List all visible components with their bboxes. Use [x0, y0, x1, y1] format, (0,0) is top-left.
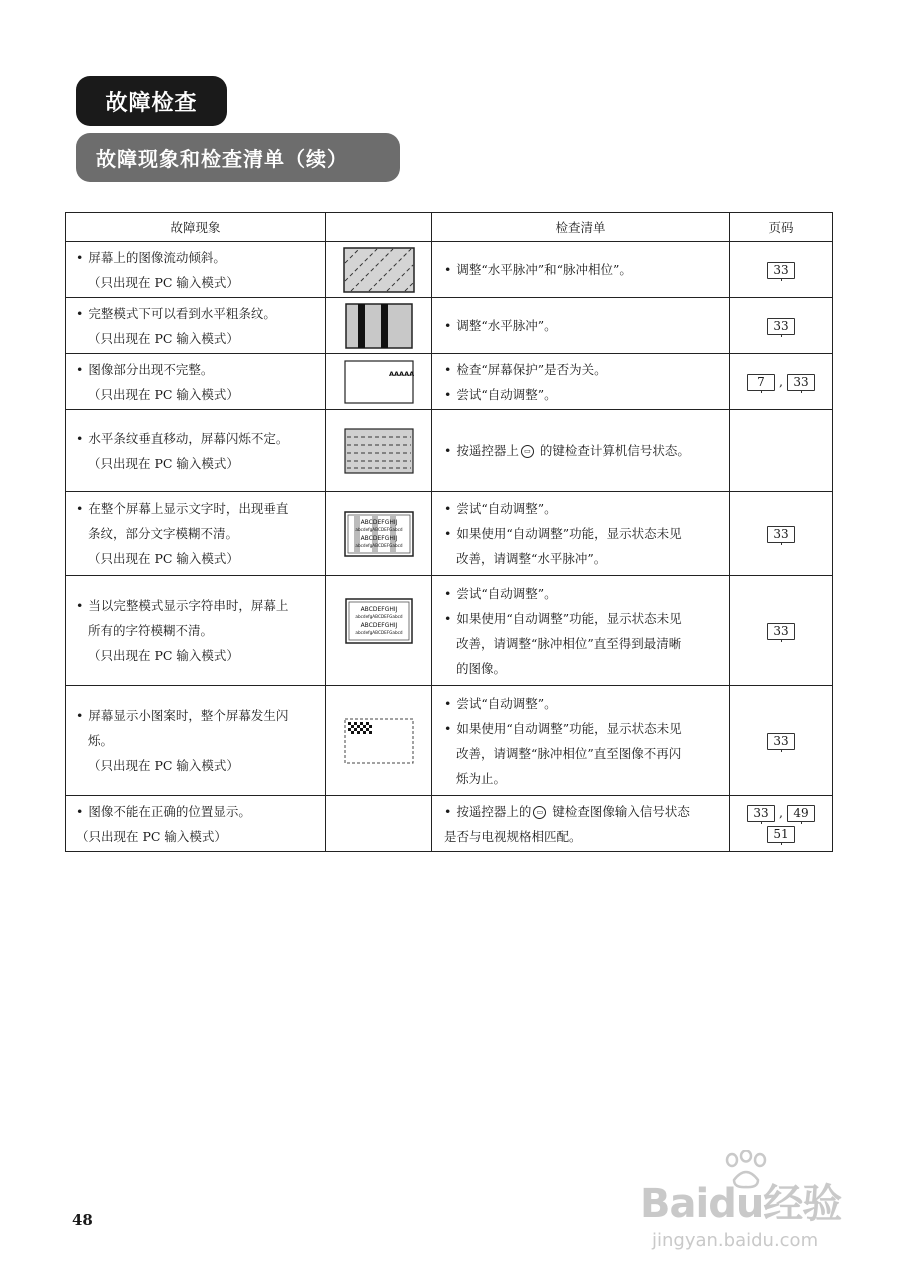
- column-header-page: 页码: [730, 213, 833, 242]
- table-row: [66, 796, 833, 852]
- check-item-cont: 的图像。: [456, 660, 507, 676]
- table-row: [66, 354, 833, 410]
- checklist-cell: [432, 492, 730, 576]
- illustration-cell: [326, 492, 432, 576]
- symptom-text: • 图像不能在正确的位置显示。: [76, 799, 317, 824]
- monitor-button-icon: ▭: [521, 445, 534, 458]
- column-header-illustration: [326, 213, 432, 242]
- check-item: 按遥控器上的: [456, 803, 532, 819]
- checklist-cell: [432, 410, 730, 492]
- check-item-cont: 烁为止。: [456, 770, 507, 786]
- symptom-text: • 水平条纹垂直移动，屏幕闪烁不定。: [76, 426, 317, 451]
- symptom-note: （只出现在 PC 输入模式）: [88, 330, 239, 346]
- symptom-note: （只出现在 PC 输入模式）: [76, 828, 227, 844]
- symptom-text: • 图像部分出现不完整。: [76, 357, 317, 382]
- check-item: • 调整“水平脉冲”。: [444, 313, 723, 338]
- symptom-text: • 屏幕显示小图案时，整个屏幕发生闪: [76, 703, 317, 728]
- page-ref-cell: [730, 576, 833, 686]
- section-subtitle-badge: [76, 133, 400, 182]
- table-row: [66, 298, 833, 354]
- blurry-text-illustration: [345, 598, 413, 644]
- page-ref-book-icon[interactable]: 33: [767, 526, 795, 543]
- text-stripes-illustration: [344, 511, 414, 557]
- page-ref-book-icon[interactable]: 51: [767, 826, 795, 843]
- symptom-note: （只出现在 PC 输入模式）: [88, 274, 239, 290]
- check-item: • 尝试“自动调整”。: [444, 691, 723, 716]
- symptom-cell: [66, 354, 326, 410]
- monitor-button-icon: ▭: [533, 806, 546, 819]
- check-item-cont: 是否与电视规格相匹配。: [444, 828, 582, 844]
- check-item: • 如果使用“自动调整”功能，显示状态未见: [444, 716, 723, 741]
- symptom-note: （只出现在 PC 输入模式）: [88, 455, 239, 471]
- checklist-cell: [432, 576, 730, 686]
- table-row: [66, 242, 833, 298]
- check-item-suffix: 键检查图像输入信号状态: [548, 803, 690, 819]
- blurry-text-line: abcdefgABCDEFGabcd: [354, 630, 403, 635]
- check-item: • 尝试“自动调整”。: [444, 382, 723, 407]
- section-title-badge: [76, 76, 227, 126]
- symptom-note: （只出现在 PC 输入模式）: [88, 758, 239, 773]
- symptom-note: （只出现在 PC 输入模式）: [88, 648, 239, 663]
- illustration-cell: [326, 242, 432, 298]
- symptom-cell: [66, 796, 326, 852]
- check-item: • 尝试“自动调整”。: [444, 581, 723, 606]
- symptom-text-cont: 所有的字符模糊不清。: [88, 623, 214, 638]
- diagonal-lines-illustration: [343, 247, 415, 293]
- page-ref-cell: 7 , 33: [730, 354, 833, 410]
- symptom-cell: [66, 410, 326, 492]
- page-ref-cell: [730, 242, 833, 298]
- page-ref-book-icon[interactable]: 33: [767, 318, 795, 335]
- illustration-cell: [326, 298, 432, 354]
- stripe-text-line: ABCDEFGHIJ: [360, 518, 397, 526]
- stripe-text-line: ABCDEFGHIJ: [360, 534, 397, 542]
- page-ref-cell: 33 , 49 51: [730, 796, 833, 852]
- blurry-text-line: ABCDEFGHIJ: [360, 622, 397, 629]
- checklist-cell: [432, 242, 730, 298]
- page-ref-cell: [730, 298, 833, 354]
- page-ref-book-icon[interactable]: 33: [767, 623, 795, 640]
- symptom-cell: [66, 492, 326, 576]
- symptom-text: • 在整个屏幕上显示文字时，出现垂直: [76, 496, 317, 521]
- check-item: • 如果使用“自动调整”功能，显示状态未见: [444, 606, 723, 631]
- checklist-cell: [432, 686, 730, 796]
- symptom-text-cont: 烁。: [88, 733, 114, 748]
- partial-image-illustration: [344, 360, 414, 404]
- page-number: 48: [72, 1211, 93, 1229]
- symptom-cell: [66, 686, 326, 796]
- baidu-watermark: [640, 1150, 860, 1260]
- page-ref-book-icon[interactable]: 49: [787, 805, 815, 822]
- blurry-text-line: ABCDEFGHIJ: [360, 606, 397, 613]
- check-item: • 尝试“自动调整”。: [444, 496, 723, 521]
- table-row: [66, 410, 833, 492]
- stripe-text-line: abcdefgABCDEFGabcd: [354, 542, 403, 548]
- page-ref-cell: [730, 686, 833, 796]
- symptom-note: （只出现在 PC 输入模式）: [88, 551, 239, 566]
- check-item-cont: 改善，请调整“水平脉冲”。: [456, 551, 607, 566]
- page-ref-book-icon[interactable]: 33: [787, 374, 815, 391]
- table-header-row: [66, 213, 833, 242]
- checker-pattern-illustration: [344, 718, 414, 764]
- page-ref-cell: [730, 410, 833, 492]
- illustration-cell: [326, 796, 432, 852]
- column-header-checklist: 检查清单: [432, 213, 730, 242]
- check-item-cont: 改善，请调整“脉冲相位”直至图像不再闪: [456, 745, 682, 761]
- illustration-cell: [326, 686, 432, 796]
- watermark-brand: Baidu经验: [640, 1181, 842, 1227]
- symptom-text: • 完整模式下可以看到水平粗条纹。: [76, 301, 317, 326]
- check-item: • 调整“水平脉冲”和“脉冲相位”。: [444, 257, 723, 282]
- troubleshooting-table: [65, 212, 833, 852]
- checklist-cell: [432, 796, 730, 852]
- thick-bars-illustration: [345, 303, 413, 349]
- page-ref-book-icon[interactable]: 33: [767, 262, 795, 279]
- page-ref-book-icon[interactable]: 33: [767, 733, 795, 750]
- checklist-cell: [432, 298, 730, 354]
- horizontal-dashed-lines-illustration: [344, 428, 414, 474]
- check-item: • 如果使用“自动调整”功能，显示状态未见: [444, 521, 723, 546]
- check-item: 按遥控器上: [456, 443, 519, 458]
- table-row: [66, 576, 833, 686]
- symptom-text: • 屏幕上的图像流动倾斜。: [76, 245, 317, 270]
- page-ref-cell: [730, 492, 833, 576]
- page-ref-book-icon[interactable]: 7: [747, 374, 775, 391]
- check-item-suffix: 的键检查计算机信号状态。: [535, 443, 690, 458]
- stripe-text-line: abcdefgABCDEFGabcd: [354, 526, 403, 532]
- section-subtitle: 故障现象和检查清单（续）: [96, 147, 348, 171]
- column-header-symptom: 故障现象: [66, 213, 326, 242]
- symptom-text-cont: 条纹，部分文字模糊不清。: [88, 526, 239, 541]
- illustration-cell: [326, 576, 432, 686]
- symptom-text: • 当以完整模式显示字符串时，屏幕上: [76, 593, 317, 618]
- partial-image-text: AAAAA: [388, 369, 414, 378]
- illustration-cell: [326, 354, 432, 410]
- illustration-cell: [326, 410, 432, 492]
- check-item: • 检查“屏幕保护”是否为关。: [444, 357, 723, 382]
- checklist-cell: [432, 354, 730, 410]
- section-title: 故障检查: [105, 90, 198, 116]
- check-item-cont: 改善，请调整“脉冲相位”直至得到最清晰: [456, 635, 682, 651]
- page-ref-book-icon[interactable]: 33: [747, 805, 775, 822]
- blurry-text-line: abcdefgABCDEFGabcd: [354, 614, 403, 619]
- symptom-cell: [66, 576, 326, 686]
- symptom-note: （只出现在 PC 输入模式）: [88, 386, 239, 402]
- table-row: [66, 492, 833, 576]
- table-row: [66, 686, 833, 796]
- symptom-cell: [66, 298, 326, 354]
- symptom-cell: [66, 242, 326, 298]
- watermark-url: jingyan.baidu.com: [652, 1230, 819, 1251]
